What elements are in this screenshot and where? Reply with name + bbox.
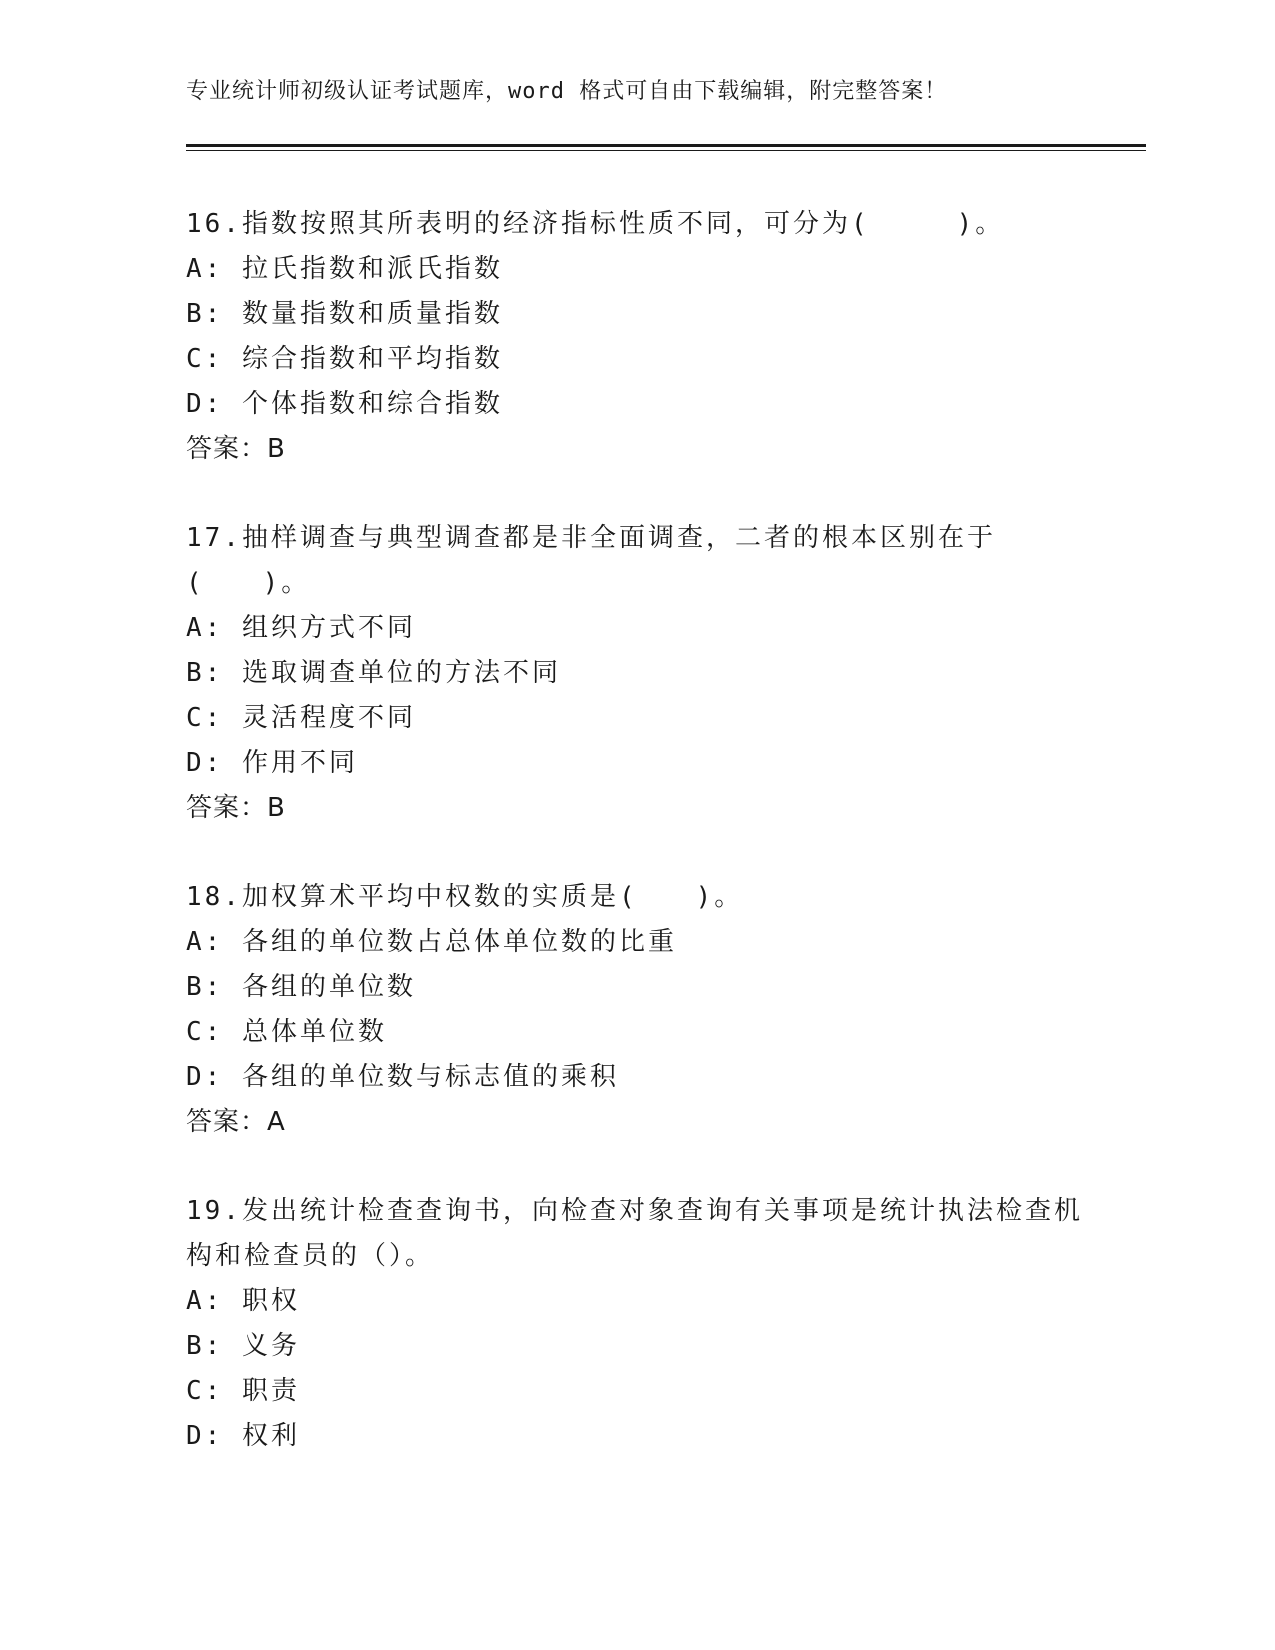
question-list	[186, 202, 1086, 1503]
question-stem: 18.加权算术平均中权数的实质是( )。	[186, 882, 744, 912]
header-rule-thin	[186, 150, 1146, 151]
option-c: C: 综合指数和平均指数	[186, 344, 503, 374]
question-stem: 17.抽样调查与典型调查都是非全面调查，二者的根本区别在于( )。	[186, 523, 996, 598]
option-b: B: 数量指数和质量指数	[186, 299, 503, 329]
option-d: D: 作用不同	[186, 748, 358, 778]
option-b: B: 各组的单位数	[186, 972, 416, 1002]
option-b: B: 义务	[186, 1331, 300, 1361]
option-d: D: 权利	[186, 1421, 300, 1451]
document-header: 专业统计师初级认证考试题库，word 格式可自由下载编辑，附完整答案！	[186, 79, 948, 104]
answer-line: 答案：B	[186, 434, 286, 464]
answer-line: 答案：A	[186, 1107, 286, 1137]
question-16	[186, 202, 1086, 472]
question-stem: 19.发出统计检查查询书，向检查对象查询有关事项是统计执法检查机构和检查员的（）。	[186, 1196, 1083, 1271]
option-d: D: 各组的单位数与标志值的乘积	[186, 1062, 619, 1092]
option-a: A: 职权	[186, 1286, 300, 1316]
question-18	[186, 875, 1086, 1145]
option-c: C: 灵活程度不同	[186, 703, 416, 733]
option-d: D: 个体指数和综合指数	[186, 389, 503, 419]
question-19	[186, 1189, 1086, 1459]
option-b: B: 选取调查单位的方法不同	[186, 658, 561, 688]
option-a: A: 各组的单位数占总体单位数的比重	[186, 927, 677, 957]
option-a: A: 组织方式不同	[186, 613, 416, 643]
option-c: C: 职责	[186, 1376, 300, 1406]
option-c: C: 总体单位数	[186, 1017, 387, 1047]
option-a: A: 拉氏指数和派氏指数	[186, 254, 503, 284]
header-rule-thick	[186, 144, 1146, 147]
answer-line: 答案：B	[186, 793, 286, 823]
question-stem: 16.指数按照其所表明的经济指标性质不同，可分为( )。	[186, 209, 1005, 239]
question-17	[186, 516, 1086, 831]
